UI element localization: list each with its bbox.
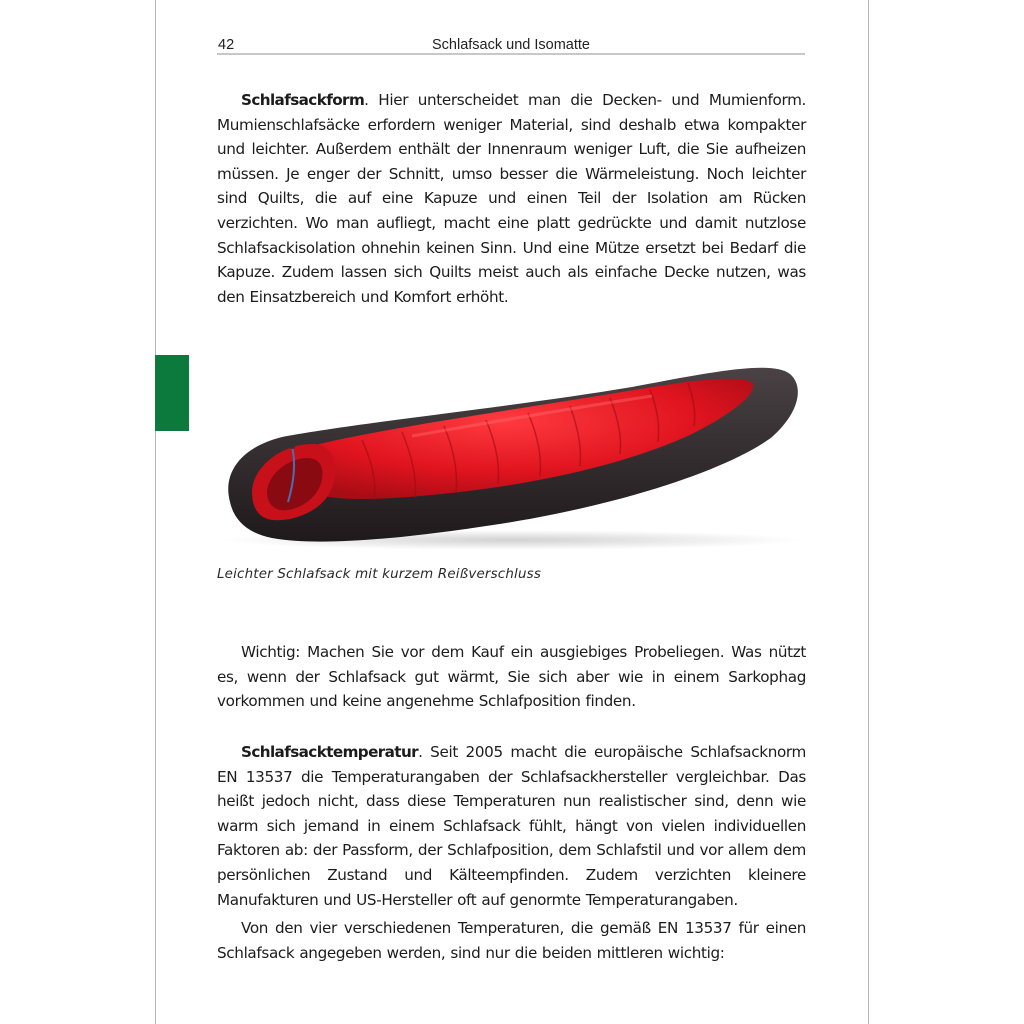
chapter-marker-tab xyxy=(155,355,189,431)
sleeping-bag-photo xyxy=(212,352,810,552)
paragraph-text: Wichtig: Machen Sie vor dem Kauf ein ausgiebiges Probeliegen. Was nützt es, wenn der Schlafsack gut wärmt, Sie sich aber wie in einem Sarkophag vorkommen und keine angenehme Schlafposition finden. xyxy=(217,643,806,711)
paragraph-text: Von den vier verschiedenen Temperaturen, die gemäß EN 13537 für einen Schlafsack angegeben werden, sind nur die beiden mittleren wichtig: xyxy=(217,919,806,962)
run-in-heading: Schlafsacktemperatur xyxy=(241,743,419,761)
paragraph-norm-temperatures xyxy=(217,916,806,965)
paragraph-sleeping-bag-shape xyxy=(217,88,806,309)
paragraph-text: . Hier unterscheidet man die Decken- und Mumienform. Mumienschlafsäcke erfordern weniger Material, sind deshalb etwa kompakter und leichter. Außerdem enthält der Innenraum weniger Luft, die Sie aufheizen müssen. Je enger der Schnitt, umso besser die Wärmeleistung. Noch leichter sind Quilts, die auf eine Kapuze und einen Teil der Isolation am Rücken verzichten. Wo man aufliegt, macht eine platt gedrückte und damit nutzlose Schlafsackisolation ohnehin keinen Sinn. Und eine Mütze ersetzt bei Bedarf die Kapuze. Zudem lassen sich Quilts meist auch als einfache Decke nutzen, was den Einsatzbereich und Komfort erhöht. xyxy=(217,91,806,306)
paragraph-sleeping-bag-temperature xyxy=(217,740,806,912)
paragraph-text: . Seit 2005 macht die europäische Schlafsacknorm EN 13537 die Temperaturangaben der Schlafsackhersteller vergleichbar. Das heißt jedoch nicht, dass diese Temperaturen nun realistischer sind, denn wie warm sich jemand in einem Schlafsack fühlt, hängt von vielen individuellen Faktoren ab: der Passform, der Schlafposition, dem Schlafstil und vor allem dem persönlichen Zustand und Kälteempfinden. Zudem verzichten kleinere Manufakturen und US-Hersteller oft auf genormte Temperaturangaben. xyxy=(217,743,806,909)
paragraph-tip xyxy=(217,640,806,714)
running-title: Schlafsack und Isomatte xyxy=(432,37,590,53)
running-header xyxy=(217,35,805,55)
figure-caption: Leichter Schlafsack mit kurzem Reißverschluss xyxy=(217,567,542,582)
figure-sleeping-bag xyxy=(212,352,810,552)
page-number: 42 xyxy=(218,37,235,53)
run-in-heading: Schlafsackform xyxy=(241,91,365,109)
